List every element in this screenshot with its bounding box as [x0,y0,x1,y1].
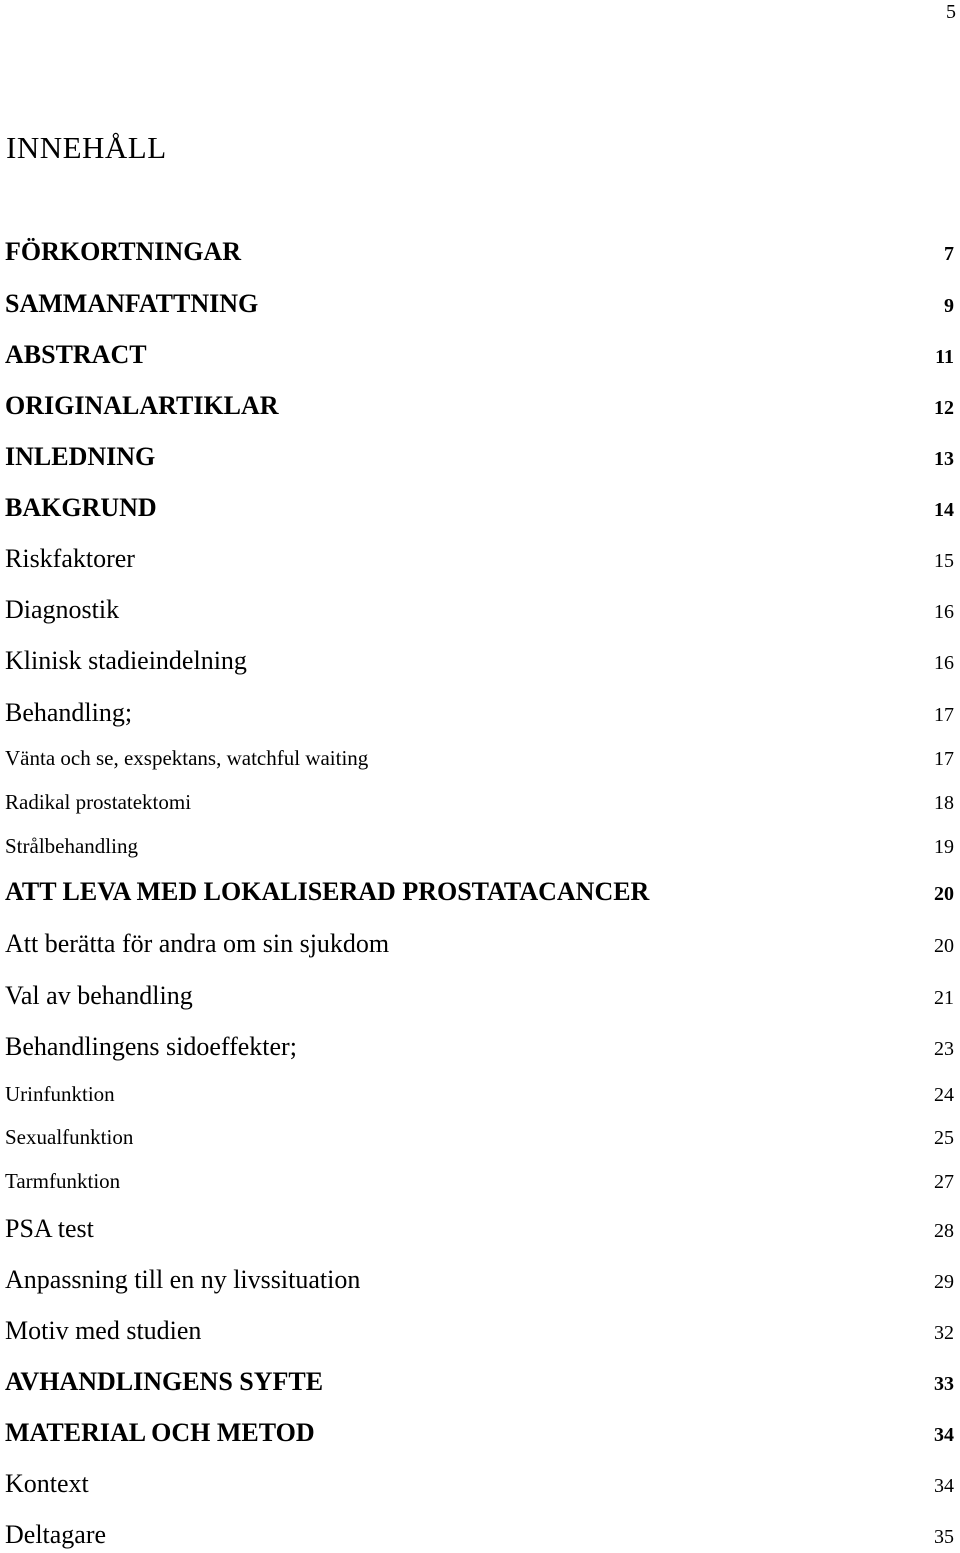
toc-entry-title: Riskfaktorer [5,544,135,573]
toc-entry [5,1168,954,1195]
toc-entry [5,928,954,962]
toc-entry-page-number: 12 [934,397,954,419]
toc-entry-page-number: 20 [934,883,954,905]
toc-entry-title: ABSTRACT [5,340,147,369]
toc-entry-title: Tarmfunktion [5,1169,121,1193]
toc-entry-page-number: 27 [934,1171,954,1193]
toc-entry-title: Att berätta för andra om sin sjukdom [5,929,390,958]
toc-entry-title: SAMMANFATTNING [5,289,259,318]
toc-entry [5,1124,954,1151]
toc-entry-title: Strålbehandling [5,834,138,858]
toc-entry [5,1366,954,1400]
toc-entry [5,441,954,475]
toc-entry [5,1468,954,1502]
toc-entry [5,288,954,322]
toc-entry [5,236,954,270]
toc-entry-title: PSA test [5,1214,94,1243]
toc-entry-title: Sexualfunktion [5,1125,134,1149]
toc-entry-title: Motiv med studien [5,1316,202,1345]
toc-entry [5,390,954,424]
toc-entry [5,1264,954,1298]
toc-entry-page-number: 23 [934,1038,954,1060]
page-number: 5 [946,1,956,23]
toc-entry-page-number: 34 [934,1424,954,1446]
toc-entry-page-number: 20 [934,935,954,957]
toc-entry [5,745,954,772]
toc-entry-page-number: 14 [934,499,954,521]
toc-entry-page-number: 18 [934,792,954,814]
toc-entry-page-number: 19 [934,836,954,858]
toc-entry-page-number: 32 [934,1322,954,1344]
toc-entry-page-number: 16 [934,601,954,623]
toc-entry-title: Behandling; [5,698,133,727]
toc-entry-page-number: 17 [934,748,954,770]
toc-entry-title: FÖRKORTNINGAR [5,237,241,266]
toc-entry [5,1417,954,1451]
toc-entry-page-number: 15 [934,550,954,572]
toc-entry [5,492,954,526]
toc-entry-page-number: 29 [934,1271,954,1293]
toc-entry [5,789,954,816]
toc-entry [5,833,954,860]
toc-entry-title: Behandlingens sidoeffekter; [5,1032,297,1061]
toc-entry-page-number: 9 [944,295,954,317]
toc-entry [5,339,954,373]
toc-entry-page-number: 34 [934,1475,954,1497]
toc-entry [5,543,954,577]
toc-entry [5,594,954,628]
toc-entry-page-number: 24 [934,1084,954,1106]
toc-entry-title: Vänta och se, exspektans, watchful waiting [5,746,369,770]
toc-entry-title: ORIGINALARTIKLAR [5,391,279,420]
toc-entry [5,980,954,1014]
toc-entry [5,1213,954,1247]
toc-entry-page-number: 16 [934,652,954,674]
toc-entry [5,697,954,731]
toc-entry-page-number: 33 [934,1373,954,1395]
toc-entry [5,1081,954,1108]
toc-entry-title: Radikal prostatektomi [5,790,192,814]
toc-heading: INNEHÅLL [6,130,167,165]
toc-entry-title: BAKGRUND [5,493,157,522]
toc-entry-page-number: 25 [934,1127,954,1149]
toc-entry [5,1031,954,1065]
toc-entry-title: Kontext [5,1469,89,1498]
toc-entry-page-number: 17 [934,704,954,726]
toc-entry-title: Deltagare [5,1520,107,1549]
toc-entry [5,1519,954,1553]
toc-entry-page-number: 21 [934,987,954,1009]
toc-entry-title: Diagnostik [5,595,120,624]
toc-entry-title: Anpassning till en ny livssituation [5,1265,361,1294]
toc-entry-title: Urinfunktion [5,1082,115,1106]
toc-entry-title: ATT LEVA MED LOKALISERAD PROSTATACANCER [5,877,650,906]
toc-entry-title: Klinisk stadieindelning [5,646,247,675]
toc-entry-page-number: 35 [934,1526,954,1548]
toc-entry [5,645,954,679]
toc-entry-page-number: 13 [934,448,954,470]
toc-entry-page-number: 11 [935,346,954,368]
toc-entry [5,1315,954,1349]
toc-entry-title: MATERIAL OCH METOD [5,1418,315,1447]
toc-entry-title: AVHANDLINGENS SYFTE [5,1367,324,1396]
toc-entry-page-number: 7 [944,243,954,265]
toc-entry-title: INLEDNING [5,442,156,471]
toc-entry-title: Val av behandling [5,981,193,1010]
toc-entry-page-number: 28 [934,1220,954,1242]
toc-entry [5,876,954,910]
